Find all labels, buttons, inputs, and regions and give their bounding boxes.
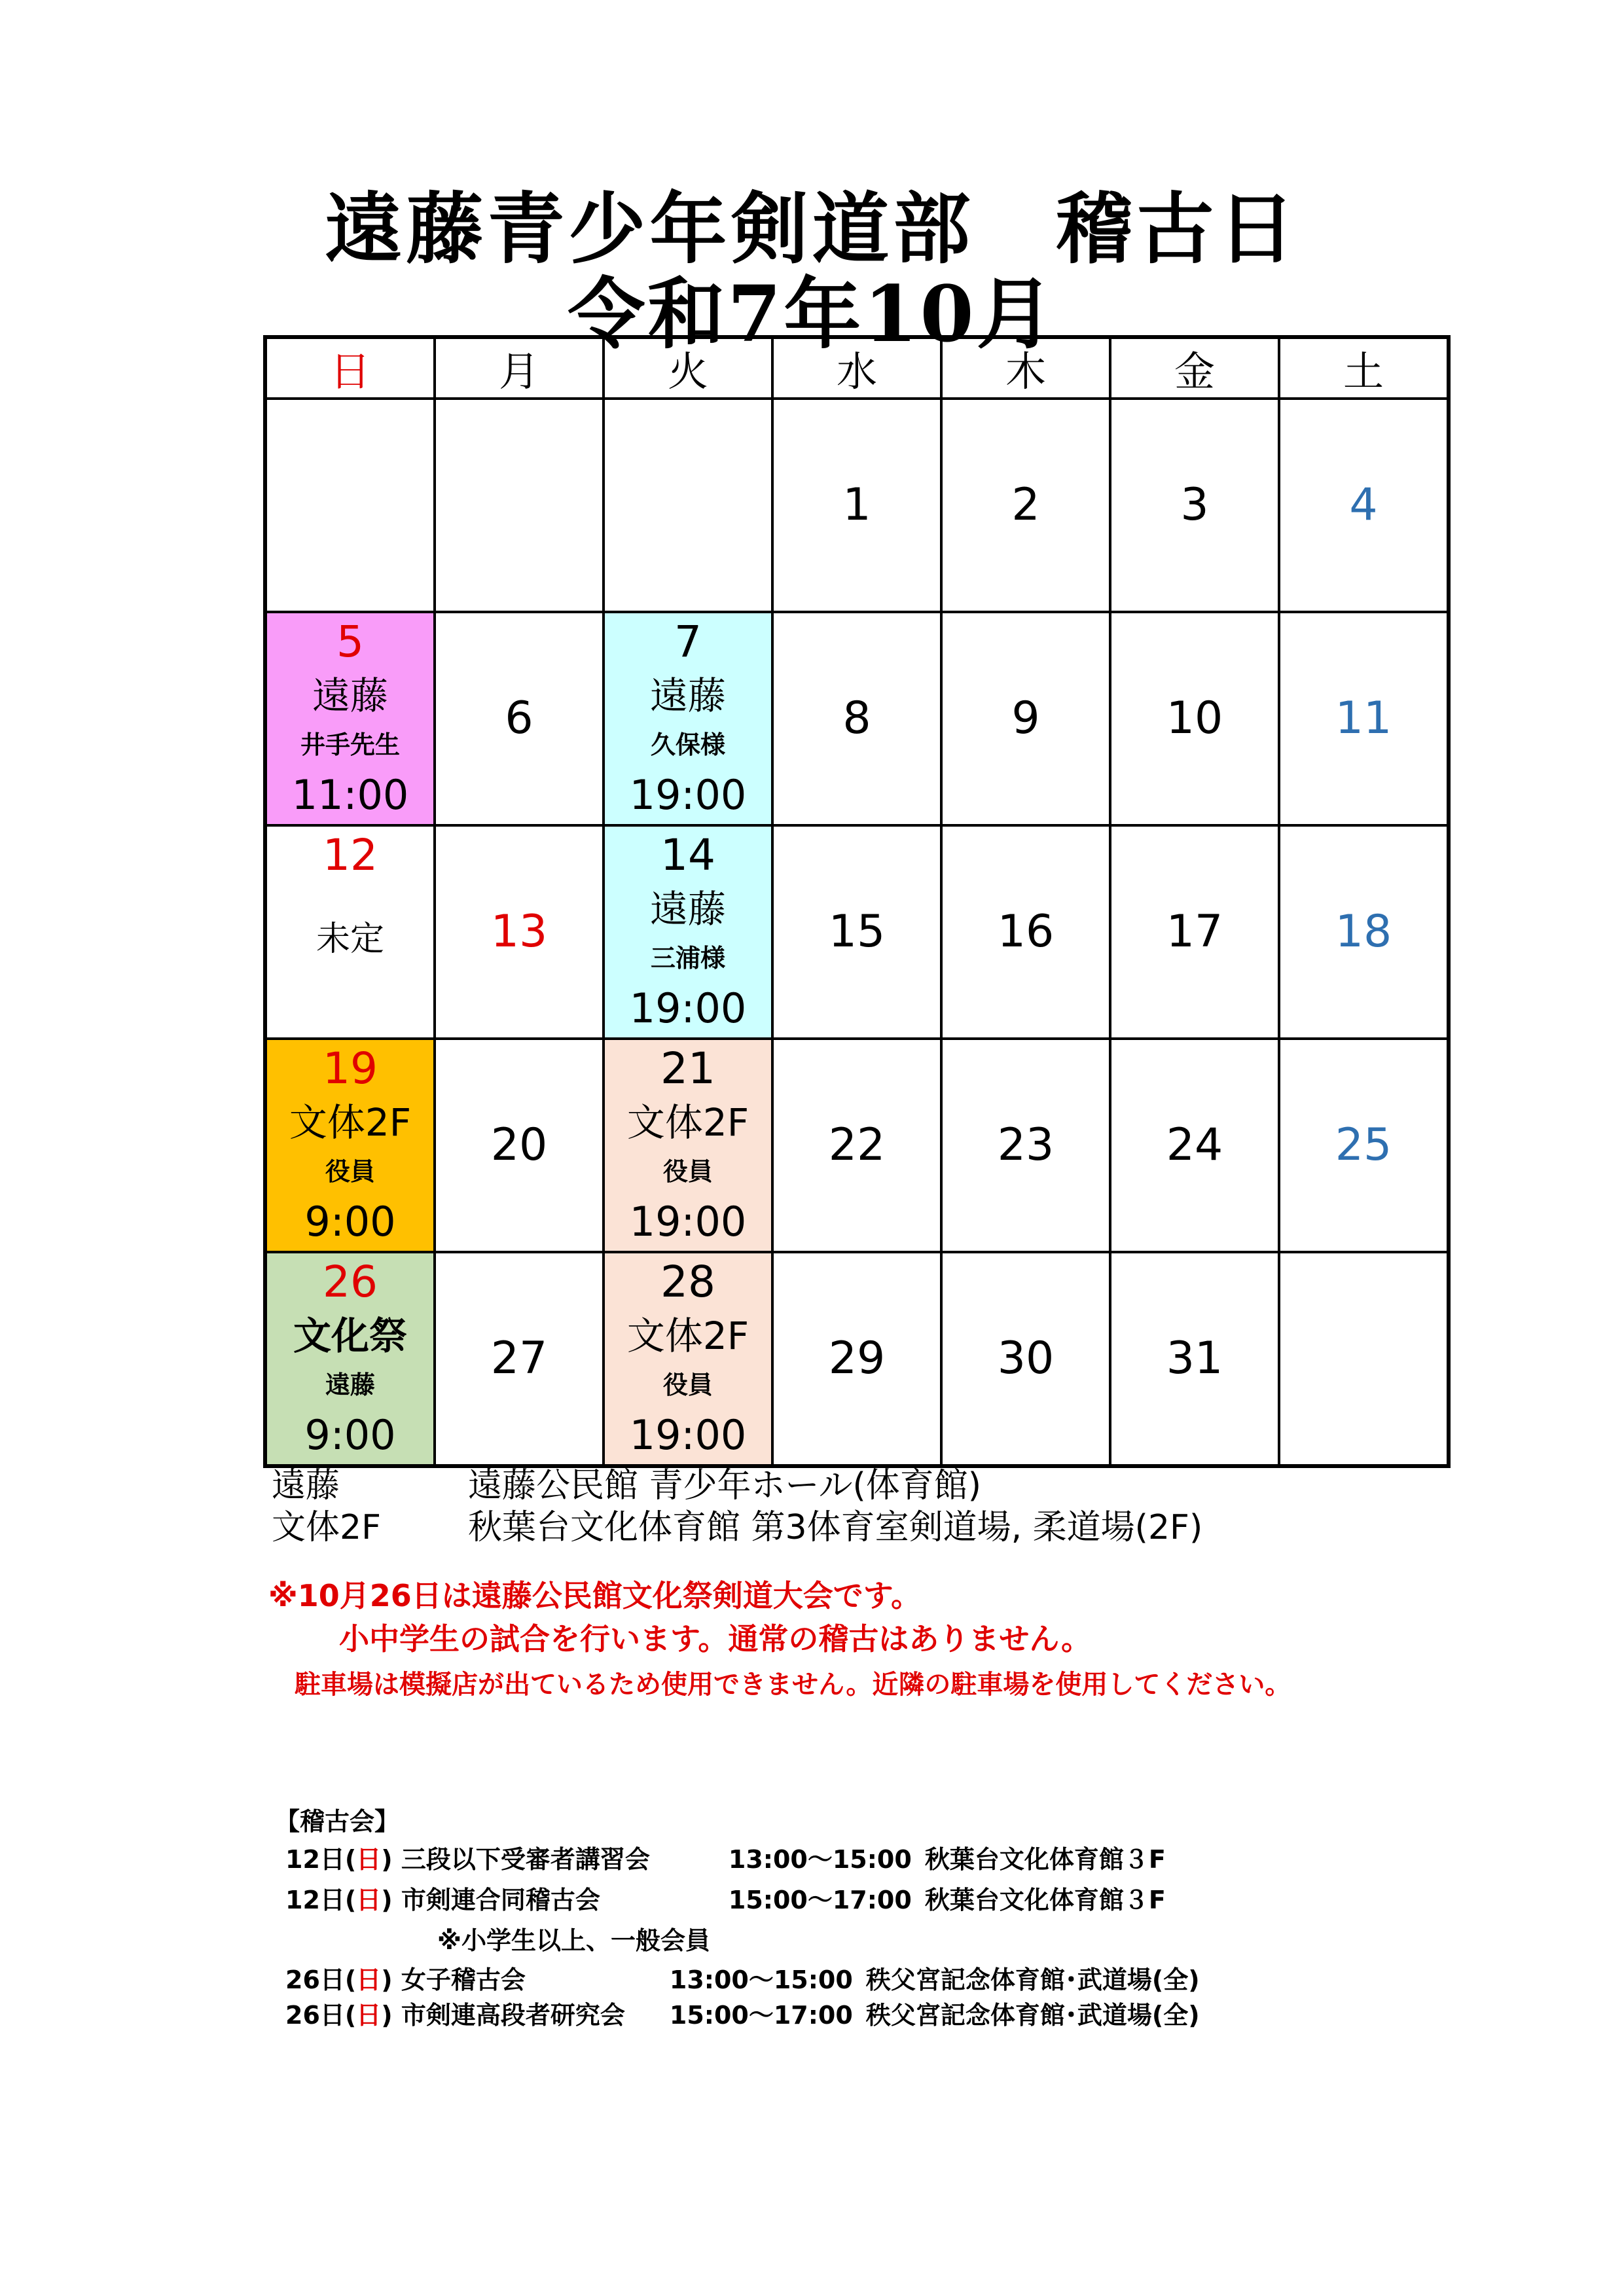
legend-bunta: [272, 1507, 1202, 1549]
calendar-day-cell: [1279, 612, 1449, 825]
day-number: 27: [490, 1333, 548, 1384]
day-number: 2: [1011, 479, 1040, 531]
day-number: 22: [828, 1119, 886, 1171]
practice-place: 秋葉台文化体育館３F: [924, 1886, 1166, 1914]
day-day: 19: [323, 1043, 378, 1094]
practice-date: 26日: [285, 2001, 345, 2030]
calendar-day-cell: [265, 1039, 435, 1252]
calendar-day-cell: [941, 1252, 1110, 1466]
day-number: 3: [1180, 479, 1209, 531]
calendar-week-row: [265, 825, 1449, 1039]
day-place: 遠藤: [312, 673, 388, 719]
note-line-3: 駐車場は模擬店が出ているため使用できません。近隣の駐車場を使用してください。: [295, 1670, 1291, 1700]
day-staff: 久保様: [650, 730, 725, 759]
legend-value: 遠藤公民館 青少年ホール(体育館): [468, 1466, 982, 1505]
calendar-day-cell: [941, 612, 1110, 825]
calendar-day-cell: [265, 1252, 435, 1466]
calendar-day-cell: [265, 612, 435, 825]
practice-time: 13:00～15:00: [669, 1965, 853, 1994]
day-place: 未定: [316, 919, 384, 959]
month-title: 令和7年10月: [568, 268, 1056, 359]
calendar-day-cell: [1279, 825, 1449, 1039]
day-number: 20: [490, 1119, 548, 1171]
calendar-day-cell: [604, 1039, 772, 1252]
calendar-day-cell: [772, 612, 941, 825]
calendar-day-cell: [1110, 825, 1279, 1039]
practice-time: 15:00～17:00: [728, 1886, 912, 1914]
practice-dow: 日: [356, 1886, 382, 1914]
practice-heading: 【稽古会】: [275, 1807, 400, 1836]
practice-item: 26日(日) 女子稽古会 13:00～15:00 秩父宮記念体育館･武道場(全): [285, 1960, 1200, 1996]
day-place: 文体2F: [626, 1100, 749, 1145]
day-time: 19:00: [629, 1410, 747, 1459]
legend-value: 秋葉台文化体育館 第3体育室剣道場, 柔道場(2F): [468, 1508, 1203, 1547]
day-staff: 三浦様: [650, 943, 725, 973]
calendar-week-row: [265, 399, 1449, 612]
day-number: 4: [1349, 479, 1378, 531]
day-number: 29: [828, 1333, 886, 1384]
calendar-week-row: [265, 1039, 1449, 1252]
day-number: 6: [505, 692, 533, 744]
day-place: 文体2F: [626, 1314, 749, 1359]
practice-dow: 日: [356, 1845, 382, 1874]
calendar-day-cell: [435, 1039, 604, 1252]
calendar-day-cell: [941, 399, 1110, 612]
day-staff: 遠藤: [325, 1370, 375, 1399]
calendar-day-cell: [435, 612, 604, 825]
weekday-sun: 日: [265, 337, 435, 399]
day-number: 30: [997, 1333, 1055, 1384]
calendar-day-cell: [265, 399, 435, 612]
calendar-week-row: [265, 1252, 1449, 1466]
weekday-tue: 火: [604, 337, 772, 399]
calendar-day-cell: [772, 1252, 941, 1466]
practice-item: 12日(日) 市剣連合同稽古会 15:00～17:00 秋葉台文化体育館３F: [285, 1880, 1166, 1916]
practice-note: ※小学生以上、一般会員: [437, 1926, 710, 1955]
legend-key: 文体2F: [272, 1508, 381, 1547]
day-day: 7: [674, 617, 702, 667]
practice-date: 26日: [285, 1965, 345, 1994]
day-place: 文体2F: [289, 1100, 412, 1145]
day-number: 10: [1166, 692, 1223, 744]
weekday-thu: 木: [941, 337, 1110, 399]
practice-name: 三段以下受審者講習会: [401, 1845, 650, 1874]
day-number: 11: [1335, 692, 1392, 744]
day-time: 19:00: [629, 770, 747, 819]
practice-place: 秩父宮記念体育館･武道場(全): [865, 2001, 1200, 2030]
day-time: 11:00: [291, 770, 409, 819]
weekday-mon: 月: [435, 337, 604, 399]
calendar-day-cell: [604, 1252, 772, 1466]
day-time: 9:00: [304, 1197, 396, 1246]
day-place: 遠藤: [649, 887, 726, 932]
day-number: 23: [997, 1119, 1055, 1171]
calendar-day-cell: [772, 825, 941, 1039]
day-number: 25: [1335, 1119, 1392, 1171]
weekday-sat: 土: [1279, 337, 1449, 399]
calendar-day-cell: [604, 825, 772, 1039]
day-number: 1: [842, 479, 871, 531]
calendar-day-cell: [435, 825, 604, 1039]
weekday-fri: 金: [1110, 337, 1279, 399]
day-staff: 役員: [662, 1157, 713, 1186]
calendar-day-cell: [604, 399, 772, 612]
day-time: 19:00: [629, 1197, 747, 1246]
calendar-day-cell: [941, 825, 1110, 1039]
calendar-week-row: [265, 612, 1449, 825]
day-number: 31: [1166, 1333, 1223, 1384]
day-day: 14: [660, 830, 715, 880]
practice-dow: 日: [356, 1965, 382, 1994]
day-number: 24: [1166, 1119, 1223, 1171]
weekday-header-row: [265, 337, 1449, 399]
calendar-day-cell: [1110, 1252, 1279, 1466]
calendar-day-cell: [435, 399, 604, 612]
practice-dow: 日: [356, 2001, 382, 2030]
legend-key: 遠藤: [272, 1466, 340, 1505]
practice-date: 12日: [285, 1886, 345, 1914]
day-number: 18: [1335, 906, 1392, 958]
practice-time: 15:00～17:00: [669, 2001, 853, 2030]
practice-time: 13:00～15:00: [728, 1845, 912, 1874]
calendar-table: [263, 335, 1451, 1468]
page-title: 遠藤青少年剣道部 稽古日: [325, 183, 1299, 274]
calendar-day-cell: [435, 1252, 604, 1466]
calendar-day-cell: [1110, 1039, 1279, 1252]
calendar-day-cell: [772, 399, 941, 612]
day-day: 21: [660, 1043, 715, 1094]
practice-item: 26日(日) 市剣連高段者研究会 15:00～17:00 秩父宮記念体育館･武道場(全): [285, 1995, 1200, 2031]
day-number: 13: [490, 906, 548, 958]
calendar-day-cell: [772, 1039, 941, 1252]
practice-date: 12日: [285, 1845, 345, 1874]
practice-name: 市剣連高段者研究会: [401, 2001, 625, 2030]
day-staff: 役員: [662, 1370, 713, 1399]
practice-place: 秋葉台文化体育館３F: [924, 1845, 1166, 1874]
note-line-2: 小中学生の試合を行います。通常の稽古はありません。: [339, 1621, 1092, 1657]
calendar-day-cell: [941, 1039, 1110, 1252]
practice-name: 女子稽古会: [401, 1965, 526, 1994]
practice-place: 秩父宮記念体育館･武道場(全): [865, 1965, 1200, 1994]
day-day: 5: [336, 617, 364, 667]
day-number: 16: [997, 906, 1055, 958]
practice-name: 市剣連合同稽古会: [401, 1886, 600, 1914]
day-number: 17: [1166, 906, 1223, 958]
calendar-day-cell: [1279, 1039, 1449, 1252]
calendar-day-cell: [1279, 1252, 1449, 1466]
day-number: 9: [1011, 692, 1040, 744]
day-day: 28: [660, 1257, 715, 1307]
calendar-day-cell: [1110, 399, 1279, 612]
calendar-day-cell: [1110, 612, 1279, 825]
legend-endo: [272, 1465, 981, 1507]
weekday-wed: 水: [772, 337, 941, 399]
day-staff: 井手先生: [300, 730, 400, 759]
day-number: 15: [828, 906, 886, 958]
day-number: 8: [842, 692, 871, 744]
day-place: 遠藤: [649, 673, 726, 719]
calendar-day-cell: [1279, 399, 1449, 612]
day-time: 19:00: [629, 984, 747, 1032]
day-time: 9:00: [304, 1410, 396, 1459]
day-place: 文化祭: [293, 1314, 407, 1359]
day-day: 12: [323, 830, 378, 880]
day-day: 26: [323, 1257, 378, 1307]
calendar-day-cell: [265, 825, 435, 1039]
practice-item: 12日(日) 三段以下受審者講習会 13:00～15:00 秋葉台文化体育館３F: [285, 1839, 1166, 1875]
day-staff: 役員: [325, 1157, 375, 1186]
calendar-day-cell: [604, 612, 772, 825]
note-line-1: ※10月26日は遠藤公民館文化祭剣道大会です。: [268, 1578, 922, 1613]
